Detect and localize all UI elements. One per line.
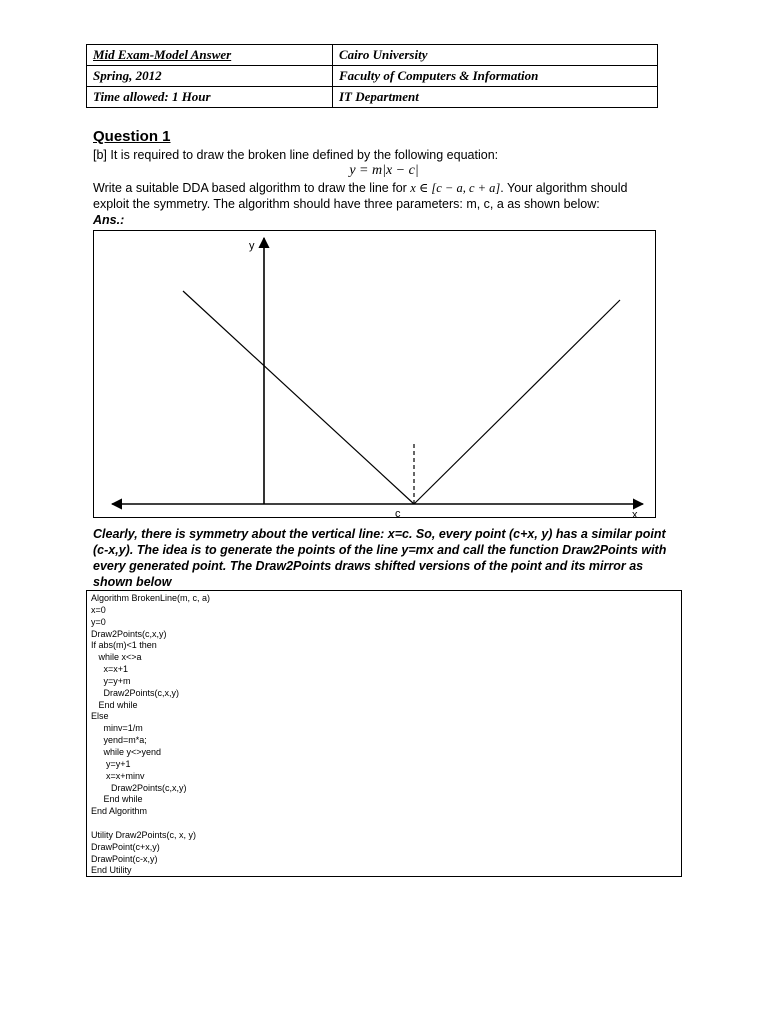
code-line: Draw2Points(c,x,y) (91, 687, 180, 698)
c-label: c (395, 508, 401, 519)
question-text-line2 (93, 180, 627, 196)
header-department: IT Department (333, 87, 658, 108)
header-exam-title-text: Mid Exam-Model Answer (93, 47, 232, 62)
code-line: x=x+1 (91, 664, 129, 675)
line2-suffix: . Your algorithm should (500, 181, 628, 195)
code-line: End Algorithm (91, 806, 148, 817)
header-university: Cairo University (333, 45, 658, 66)
code-line: Draw2Points(c,x,y) (91, 628, 167, 639)
header-row (87, 45, 658, 66)
code-line: End while (91, 699, 138, 710)
code-line: If abs(m)<1 then (91, 640, 157, 651)
header-row (87, 87, 658, 108)
code-line: DrawPoint(c-x,y) (91, 853, 158, 864)
code-line: yend=m*a; (91, 735, 147, 746)
code-line: Utility Draw2Points(c, x, y) (91, 829, 197, 840)
code-line (91, 818, 677, 830)
algorithm-code-box (86, 590, 682, 877)
line2-prefix: Write a suitable DDA based algorithm to draw the line for (93, 181, 411, 195)
code-line: Algorithm BrokenLine(m, c, a) (91, 593, 211, 603)
x-axis-label: x (632, 509, 638, 519)
code-line: Else (91, 711, 109, 722)
answer-label: Ans.: (93, 213, 125, 227)
y-axis-label: y (249, 240, 255, 252)
question-title: Question 1 (93, 128, 171, 145)
code-line: minv=1/m (91, 723, 143, 734)
header-term: Spring, 2012 (87, 66, 333, 87)
code-line: End while (91, 794, 143, 805)
code-line: while y<>yend (91, 746, 162, 757)
right-line-segment (414, 300, 620, 504)
code-line: y=0 (91, 616, 106, 627)
left-line-segment (183, 291, 414, 504)
broken-line-figure (93, 230, 656, 518)
figure-svg (94, 231, 657, 519)
header-exam-title (87, 45, 333, 66)
explanation-paragraph: Clearly, there is symmetry about the vertical line: x=c. So, every point (c+x, y) has a similar point (c-x,y). The idea is to generate the points of the line y=mx and call the function Draw2Points with every generated point. The Draw2Points draws shifted versions of the point and its mirror as shown below (93, 527, 667, 589)
header-faculty: Faculty of Computers & Information (333, 66, 658, 87)
code-line: while x<>a (91, 652, 142, 663)
code-line: Draw2Points(c,x,y) (91, 782, 187, 793)
code-line: y=y+1 (91, 758, 131, 769)
question-equation: y = m|x − c| (349, 163, 419, 178)
code-line: DrawPoint(c+x,y) (91, 841, 160, 852)
exam-header-table (86, 44, 658, 108)
line2-interval: x ∈ [c − a, c + a] (410, 181, 501, 195)
header-row (87, 66, 658, 87)
question-text-line1: [b] It is required to draw the broken line defined by the following equation: (93, 148, 499, 162)
code-line: End Utility (91, 865, 132, 876)
code-line: x=x+minv (91, 770, 145, 781)
code-line: y=y+m (91, 675, 131, 686)
question-text-line3: exploit the symmetry. The algorithm should have three parameters: m, c, a as shown below: (93, 197, 600, 211)
code-line: x=0 (91, 604, 106, 615)
header-time-allowed: Time allowed: 1 Hour (87, 87, 333, 108)
